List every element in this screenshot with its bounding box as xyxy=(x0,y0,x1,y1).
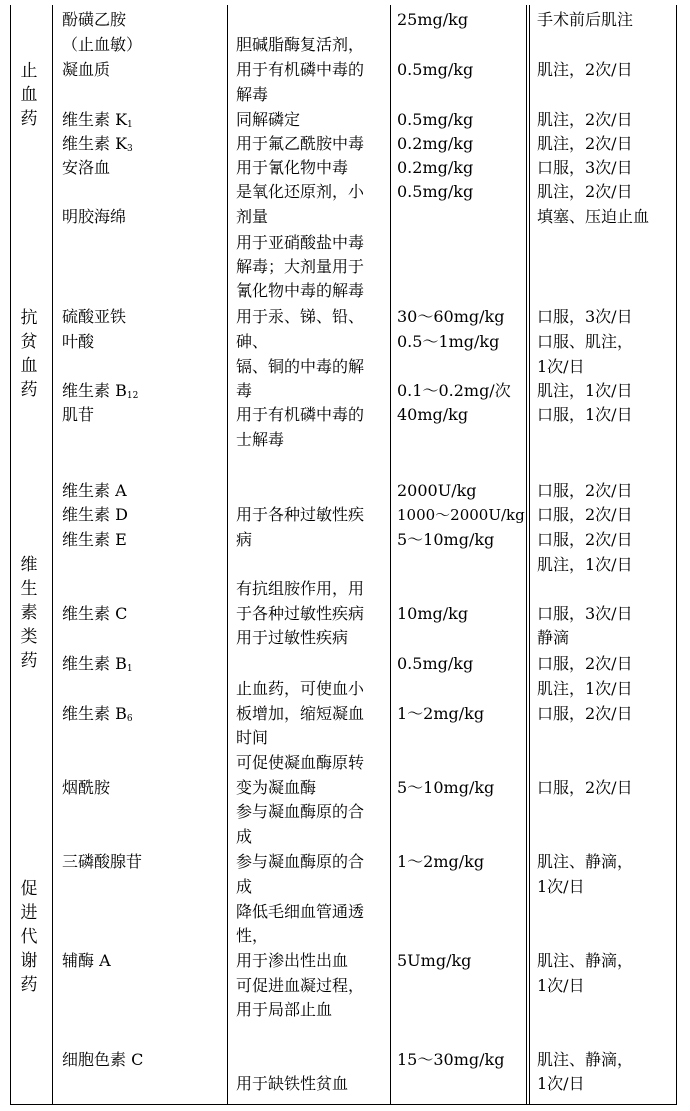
use-line: 可促使凝血酶原转 xyxy=(236,753,365,772)
route-line: 肌注，2次/日 xyxy=(537,134,633,153)
use-line: 成 xyxy=(236,827,253,846)
dose-value: 15～30mg/kg xyxy=(397,1050,505,1069)
use-line: 是氧化还原剂，小 xyxy=(236,182,365,201)
dose-value: 0.5mg/kg xyxy=(397,654,474,673)
use-line: 用于有机磷中毒的 xyxy=(236,405,365,424)
use-line: 解毒 xyxy=(236,85,269,104)
use-line: 可促进血凝过程， xyxy=(236,976,365,995)
category-metabolism xyxy=(17,877,41,997)
use-line: 毒 xyxy=(236,381,253,400)
route-line: 1次/日 xyxy=(537,1074,585,1093)
route-line: 肌注、静滴， xyxy=(537,951,634,970)
route-line: 肌注，2次/日 xyxy=(537,182,633,201)
route-line: 口服，2次/日 xyxy=(537,778,633,797)
dose-value: 0.1～0.2mg/次 xyxy=(397,381,511,400)
table-bottom-border xyxy=(10,1104,677,1105)
use-line: 用于氟乙酰胺中毒 xyxy=(236,134,365,153)
use-line: 用于缺铁性贫血 xyxy=(236,1074,349,1093)
column-divider-3 xyxy=(390,5,391,1105)
drug-name: 维生素 C xyxy=(62,604,128,623)
route-line: 口服，3次/日 xyxy=(537,604,633,623)
category-char: 生 xyxy=(20,579,38,599)
route-line: 肌注，2次/日 xyxy=(537,60,633,79)
use-line: 胆碱脂酶复活剂， xyxy=(236,35,365,54)
category-char: 药 xyxy=(20,380,38,400)
column-divider-2 xyxy=(227,5,228,1105)
dose-value: 5～10mg/kg xyxy=(397,778,495,797)
category-char: 谢 xyxy=(20,951,38,971)
route-line: 口服，2次/日 xyxy=(537,654,633,673)
use-line: 用于有机磷中毒的 xyxy=(236,60,365,79)
use-line: 参与凝血酶原的合 xyxy=(236,852,365,871)
table-right-border xyxy=(676,5,677,1105)
route-line: 肌注、静滴， xyxy=(537,852,634,871)
route-line: 肌注，1次/日 xyxy=(537,381,633,400)
drug-name: 维生素 $K_1$ xyxy=(62,110,133,130)
use-line: 性， xyxy=(236,926,269,945)
drug-name: 叶酸 xyxy=(62,332,95,351)
use-line: 于各种过敏性疾病 xyxy=(236,604,365,623)
category-char: 血 xyxy=(20,356,38,376)
drug-name: 硫酸亚铁 xyxy=(62,307,127,326)
column-divider-4b xyxy=(529,5,530,1105)
route-line: 填塞、压迫止血 xyxy=(537,207,650,226)
use-line: 成 xyxy=(236,877,253,896)
use-line: 用于过敏性疾病 xyxy=(236,628,349,647)
route-line: 1次/日 xyxy=(537,877,585,896)
route-line: 口服、肌注， xyxy=(537,332,634,351)
drug-name: 细胞色素 C xyxy=(62,1050,144,1069)
drug-name: 凝血质 xyxy=(62,60,111,79)
drug-name: 明胶海绵 xyxy=(62,207,127,226)
route-line: 口服，2次/日 xyxy=(537,505,633,524)
drug-name: 维生素 E xyxy=(62,530,127,549)
drug-name: 肌苷 xyxy=(62,405,95,424)
route-line: 口服，1次/日 xyxy=(537,405,633,424)
use-line: 病 xyxy=(236,530,253,549)
use-line: 止血药，可使血小 xyxy=(236,679,365,698)
table-left-border xyxy=(10,5,11,1105)
use-line: 参与凝血酶原的合 xyxy=(236,802,365,821)
use-line: 剂量 xyxy=(236,207,269,226)
drug-name: 烟酰胺 xyxy=(62,778,111,797)
dose-value: 1000～2000U/kg xyxy=(397,506,525,524)
use-line: 同解磷定 xyxy=(236,110,301,129)
category-char: 代 xyxy=(20,927,38,947)
use-line: 板增加，缩短凝血 xyxy=(236,704,365,723)
drug-name: 维生素 D xyxy=(62,505,128,524)
route-line: 1次/日 xyxy=(537,357,585,376)
category-char: 药 xyxy=(20,651,38,671)
route-line: 肌注，2次/日 xyxy=(537,110,633,129)
use-line: 砷、 xyxy=(236,332,269,351)
dose-value: 0.5mg/kg xyxy=(397,182,474,201)
dose-value: 10mg/kg xyxy=(397,604,469,623)
route-line: 肌注、静滴， xyxy=(537,1050,634,1069)
use-line: 镉、铜的中毒的解 xyxy=(236,357,365,376)
route-line: 1次/日 xyxy=(537,976,585,995)
category-char: 类 xyxy=(20,627,38,647)
category-char: 药 xyxy=(20,109,38,129)
dose-value: 0.5mg/kg xyxy=(397,60,474,79)
dose-value: 40mg/kg xyxy=(397,405,469,424)
category-char: 贫 xyxy=(20,332,38,352)
use-line: 用于氰化物中毒 xyxy=(236,158,349,177)
use-line: 氰化物中毒的解毒 xyxy=(236,281,365,300)
use-line: 变为凝血酶 xyxy=(236,778,317,797)
category-char: 促 xyxy=(20,879,38,899)
dose-value: 30～60mg/kg xyxy=(397,307,505,326)
dose-value: 0.5mg/kg xyxy=(397,110,474,129)
drug-name: 安洛血 xyxy=(62,158,111,177)
category-antianemia xyxy=(17,306,41,402)
drug-name: 三磷酸腺苷 xyxy=(62,852,143,871)
dose-value: 1～2mg/kg xyxy=(397,852,485,871)
dose-value: 25mg/kg xyxy=(397,10,469,29)
drug-name: 维生素 A xyxy=(62,481,127,500)
route-line: 肌注，1次/日 xyxy=(537,679,633,698)
category-char: 药 xyxy=(20,975,38,995)
category-char: 抗 xyxy=(20,308,38,328)
category-char: 素 xyxy=(20,603,38,623)
category-char: 进 xyxy=(20,903,38,923)
drug-name: 酚磺乙胺 xyxy=(62,10,127,29)
dose-value: 5～10mg/kg xyxy=(397,530,495,549)
route-line: 口服，2次/日 xyxy=(537,481,633,500)
dose-value: 0.2mg/kg xyxy=(397,134,474,153)
route-line: 口服，2次/日 xyxy=(537,704,633,723)
drug-name: 维生素 $B_{12}$ xyxy=(62,381,139,401)
dose-value: 0.2mg/kg xyxy=(397,158,474,177)
drug-name: 维生素 $B_1$ xyxy=(62,654,133,674)
use-line: 时间 xyxy=(236,728,269,747)
drug-name: 维生素 $K_3$ xyxy=(62,134,133,154)
route-line: 肌注，1次/日 xyxy=(537,555,633,574)
use-line: 有抗组胺作用，用 xyxy=(236,579,365,598)
use-line: 解毒；大剂量用于 xyxy=(236,257,365,276)
dose-value: 2000U/kg xyxy=(397,481,477,500)
use-line: 用于汞、锑、铅、 xyxy=(236,307,365,326)
dose-value: 0.5～1mg/kg xyxy=(397,332,500,351)
use-line: 用于局部止血 xyxy=(236,1000,333,1019)
column-divider-1 xyxy=(52,5,53,1105)
use-line: 用于各种过敏性疾 xyxy=(236,505,365,524)
category-char: 止 xyxy=(20,61,38,81)
drug-name: （止血敏） xyxy=(62,35,143,54)
drug-name: 维生素 $B_6$ xyxy=(62,704,133,724)
route-line: 手术前后肌注 xyxy=(537,10,634,29)
use-line: 降低毛细血管通透 xyxy=(236,902,365,921)
dose-value: 1～2mg/kg xyxy=(397,704,485,723)
route-line: 口服，2次/日 xyxy=(537,530,633,549)
category-char: 血 xyxy=(20,85,38,105)
drug-name: 辅酶 A xyxy=(62,951,111,970)
column-divider-4 xyxy=(526,5,527,1105)
category-hemostatic xyxy=(17,59,41,131)
use-line: 用于亚硝酸盐中毒 xyxy=(236,233,365,252)
route-line: 口服，3次/日 xyxy=(537,158,633,177)
dose-value: 5Umg/kg xyxy=(397,951,472,970)
route-line: 静滴 xyxy=(537,628,570,647)
use-line: 士解毒 xyxy=(236,430,285,449)
category-char: 维 xyxy=(20,555,38,575)
category-vitamins xyxy=(17,553,41,673)
use-line: 用于渗出性出血 xyxy=(236,951,349,970)
route-line: 口服，3次/日 xyxy=(537,307,633,326)
